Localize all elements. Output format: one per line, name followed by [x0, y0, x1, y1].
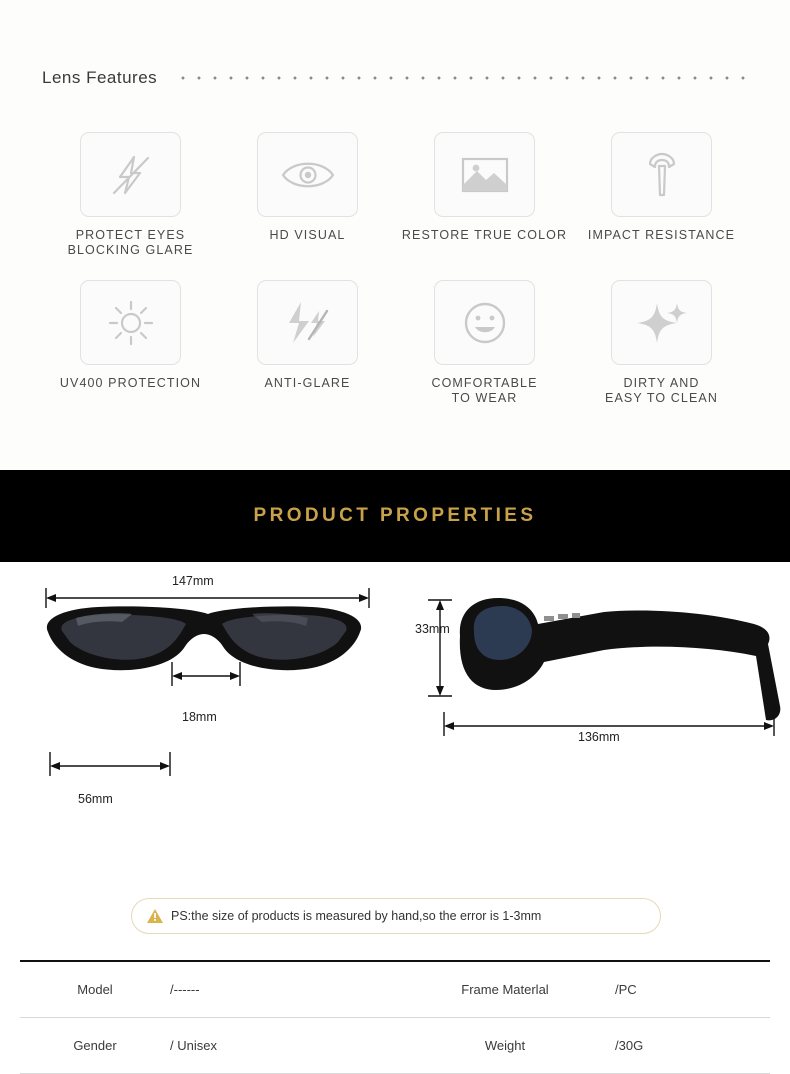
table-row — [20, 962, 770, 1017]
banner-title: PRODUCT PROPERTIES — [253, 505, 537, 526]
feature-icon-box — [80, 280, 181, 365]
feature-label: PROTECT EYES BLOCKING GLARE — [67, 228, 194, 257]
feature-label: RESTORE TRUE COLOR — [401, 228, 568, 242]
spec-key: Weight — [484, 1038, 526, 1053]
feature-item-anti-glare — [219, 280, 396, 406]
measurement-temple-length: 136mm — [578, 730, 620, 744]
measurement-bridge: 18mm — [182, 710, 217, 724]
sun-icon — [104, 297, 158, 349]
feature-grid — [42, 132, 752, 428]
measurement-lens-width: 56mm — [78, 792, 113, 806]
feature-label: IMPACT RESISTANCE — [587, 228, 736, 242]
sunglasses-front-view — [12, 574, 412, 874]
lightning-slash-icon — [104, 151, 158, 199]
spec-pair-gender — [20, 1038, 395, 1053]
feature-icon-box — [257, 132, 358, 217]
dotted-divider — [175, 72, 748, 84]
spec-table — [20, 960, 770, 1074]
table-row — [20, 1018, 770, 1073]
spec-pair-model — [20, 982, 395, 997]
measurement-lens-height: 33mm — [415, 622, 450, 636]
sunglasses-side-view — [408, 574, 788, 874]
feature-label: DIRTY AND EASY TO CLEAN — [605, 376, 718, 405]
feature-icon-box — [80, 132, 181, 217]
lens-features-section — [0, 0, 790, 470]
measurement-front-width: 147mm — [172, 574, 214, 588]
feature-icon-box — [611, 280, 712, 365]
feature-icon-box — [434, 132, 535, 217]
product-properties-banner — [0, 470, 790, 562]
feature-label: HD VISUAL — [269, 228, 346, 242]
spec-pair-frame-material — [395, 982, 770, 997]
feature-item-hd-visual — [219, 132, 396, 258]
spec-value: /PC — [615, 982, 637, 997]
sparkle-icon — [633, 297, 691, 349]
lightning-crossed-icon — [279, 297, 337, 349]
spec-value: / Unisex — [170, 1038, 217, 1053]
feature-item-uv400 — [42, 280, 219, 406]
feature-item-restore-color — [396, 132, 573, 258]
lens-features-header — [42, 68, 748, 88]
spec-value: /------ — [170, 982, 200, 997]
spec-pair-weight — [395, 1038, 770, 1053]
eye-icon — [277, 151, 339, 199]
spec-key: Gender — [73, 1038, 117, 1053]
feature-item-easy-clean — [573, 280, 750, 406]
feature-label: COMFORTABLE TO WEAR — [431, 376, 538, 405]
size-disclaimer-text: PS:the size of products is measured by hand,so the error is 1-3mm — [171, 909, 542, 923]
feature-label: UV400 PROTECTION — [59, 376, 202, 390]
product-properties-section — [0, 562, 790, 1056]
image-mountain-icon — [456, 151, 514, 199]
spec-key: Model — [77, 982, 113, 997]
feature-label: ANTI-GLARE — [264, 376, 351, 390]
spec-value: /30G — [615, 1038, 644, 1053]
feature-item-protect-eyes — [42, 132, 219, 258]
spec-key: Frame Materlal — [461, 982, 549, 997]
feature-item-comfortable — [396, 280, 573, 406]
size-disclaimer-note — [131, 898, 661, 934]
feature-icon-box — [434, 280, 535, 365]
lens-features-title: Lens Features — [42, 68, 158, 87]
measurement-diagrams — [0, 562, 790, 892]
feature-item-impact-resistance — [573, 132, 750, 258]
feature-icon-box — [611, 132, 712, 217]
warning-triangle-icon — [146, 908, 164, 924]
smiley-icon — [458, 297, 512, 349]
feature-icon-box — [257, 280, 358, 365]
hammer-icon — [638, 150, 686, 200]
